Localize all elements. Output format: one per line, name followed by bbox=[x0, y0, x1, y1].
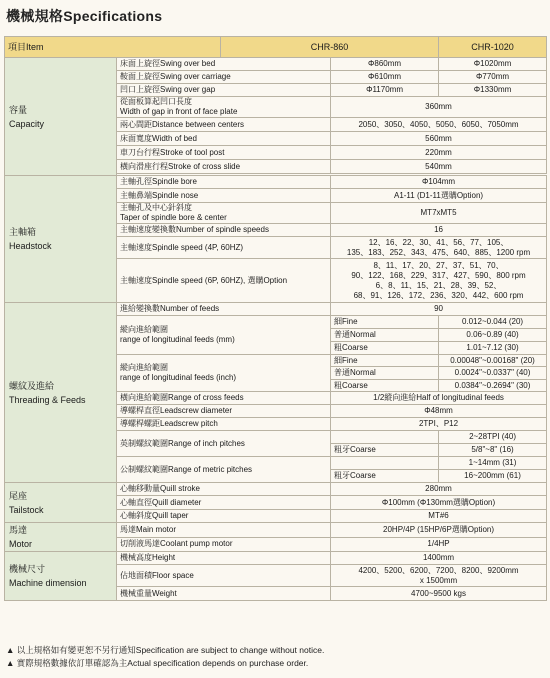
spec-label: 機械重量Weight bbox=[117, 587, 331, 601]
spec-value: 16~200mm (61) bbox=[439, 470, 547, 483]
spec-label: 心軸直徑Quill diameter bbox=[117, 496, 331, 510]
spec-value: Φ770mm bbox=[439, 71, 547, 84]
spec-value: Φ104mm bbox=[331, 176, 547, 189]
footnote: ▲ 以上規格如有變更恕不另行通知Specification are subject to change without notice. bbox=[6, 645, 325, 655]
spec-label: 導螺桿螺距Leadscrew pitch bbox=[117, 418, 331, 431]
spec-value: 220mm bbox=[331, 146, 547, 160]
spec-value: 8、11、17、20、27、37、51、70、 90、122、168、229、317、427、590、800 rpm 6、8、11、15、21、28、39、52、 68、91、126、172、236、320、442、600 rpm bbox=[331, 259, 547, 303]
table-header bbox=[5, 37, 547, 58]
spec-value: Φ100mm (Φ130mm選購Option) bbox=[331, 496, 547, 510]
spec-value: 540mm bbox=[331, 160, 547, 174]
spec-value: 20HP/4P (15HP/6P選購Option) bbox=[331, 523, 547, 538]
spec-label: 心軸斜度Quill taper bbox=[117, 510, 331, 523]
category-tailstock: 尾座 Tailstock bbox=[5, 483, 117, 523]
spec-value: 4700~9500 kgs bbox=[331, 587, 547, 601]
sub-label: 粗牙Coarse bbox=[331, 444, 439, 457]
spec-label: 床面寬度Width of bed bbox=[117, 132, 331, 146]
spec-label: 縱向進給範圍 range of longitudinal feeds (inch) bbox=[117, 355, 331, 392]
spec-label: 英制螺紋範圍Range of inch pitches bbox=[117, 431, 331, 457]
spec-value: 0.00048"~0.00168" (20) bbox=[439, 355, 547, 367]
spec-value: 1/2縱向進給Half of longitudinal feeds bbox=[331, 392, 547, 405]
spec-label: 凹口上旋徑Swing over gap bbox=[117, 84, 331, 97]
spec-value: 1.01~7.12 (30) bbox=[439, 342, 547, 355]
spec-label: 佔地面積Floor space bbox=[117, 565, 331, 587]
sub-label: 普通Normal bbox=[331, 329, 439, 342]
page-title: 機械規格Specifications bbox=[6, 8, 163, 24]
sub-label: 粗牙Coarse bbox=[331, 470, 439, 483]
spec-value: 0.06~0.89 (40) bbox=[439, 329, 547, 342]
spec-label: 車刀台行程Stroke of tool post bbox=[117, 146, 331, 160]
spec-label: 主軸鼻端Spindle nose bbox=[117, 189, 331, 203]
spec-value: 0.0024"~0.0337" (40) bbox=[439, 367, 547, 380]
sub-label-empty bbox=[331, 457, 439, 470]
spec-label: 從面板算起凹口長度 Width of gap in front of face plate bbox=[117, 97, 331, 118]
spec-label: 橫向進給範圍Range of cross feeds bbox=[117, 392, 331, 405]
spec-value: 280mm bbox=[331, 483, 547, 496]
spec-label: 主軸速度變換數Number of spindle speeds bbox=[117, 224, 331, 237]
spec-value: 90 bbox=[331, 303, 547, 316]
spec-label: 導螺桿直徑Leadscrew diameter bbox=[117, 405, 331, 418]
category-dimension: 機械尺寸 Machine dimension bbox=[5, 552, 117, 601]
spec-label: 心軸移動量Quill stroke bbox=[117, 483, 331, 496]
spec-value: Φ1170mm bbox=[331, 84, 439, 97]
category-motor: 馬達 Motor bbox=[5, 523, 117, 552]
sub-label: 粗Coarse bbox=[331, 380, 439, 392]
footnote: ▲ 實際規格數據依訂單確認為主Actual specification depends on purchase order. bbox=[6, 658, 309, 668]
header-item: 項目Item bbox=[5, 37, 221, 58]
spec-label: 縱向進給範圍 range of longitudinal feeds (mm) bbox=[117, 316, 331, 355]
sub-label: 粗Coarse bbox=[331, 342, 439, 355]
header-model-chr860: CHR-860 bbox=[221, 37, 439, 58]
spec-value: 16 bbox=[331, 224, 547, 237]
spec-label: 主軸速度Spindle speed (6P, 60HZ), 選購Option bbox=[117, 259, 331, 303]
spec-value: MT#6 bbox=[331, 510, 547, 523]
spec-label: 主軸孔徑Spindle bore bbox=[117, 176, 331, 189]
spec-value: Φ860mm bbox=[331, 58, 439, 71]
sub-label: 細Fine bbox=[331, 355, 439, 367]
spec-label: 進給變換數Number of feeds bbox=[117, 303, 331, 316]
spec-label: 橫向滑座行程Stroke of cross slide bbox=[117, 160, 331, 174]
category-capacity: 容量 Capacity bbox=[5, 58, 117, 176]
sub-label-empty bbox=[331, 431, 439, 444]
spec-value: 5/8"~8" (16) bbox=[439, 444, 547, 457]
spec-label: 主軸孔及中心針斜度 Taper of spindle bore & center bbox=[117, 203, 331, 224]
spec-value: A1-11 (D1-11選購Option) bbox=[331, 189, 547, 203]
spec-value: 2~28TPI (40) bbox=[439, 431, 547, 444]
spec-value: 360mm bbox=[331, 97, 547, 118]
spec-table bbox=[4, 36, 547, 601]
header-model-chr1020: CHR-1020 bbox=[439, 37, 547, 58]
spec-label: 兩心間距Distance between centers bbox=[117, 118, 331, 132]
spec-value: MT7xMT5 bbox=[331, 203, 547, 224]
spec-value: 0.012~0.044 (20) bbox=[439, 316, 547, 329]
sub-label: 普通Normal bbox=[331, 367, 439, 380]
category-headstock: 主軸箱 Headstock bbox=[5, 176, 117, 303]
spec-label: 公制螺紋範圍Range of metric pitches bbox=[117, 457, 331, 483]
category-threading: 螺紋及進給 Threading & Feeds bbox=[5, 303, 117, 483]
sub-label: 細Fine bbox=[331, 316, 439, 329]
spec-value: 560mm bbox=[331, 132, 547, 146]
spec-value: 2050、3050、4050、5050、6050、7050mm bbox=[331, 118, 547, 132]
spec-value: 1400mm bbox=[331, 552, 547, 565]
spec-label: 鞍面上旋徑Swing over carriage bbox=[117, 71, 331, 84]
spec-value: Φ1020mm bbox=[439, 58, 547, 71]
spec-value: 12、16、22、30、41、56、77、105、 135、183、252、343、475、640、885、1200 rpm bbox=[331, 237, 547, 259]
spec-value: 4200、5200、6200、7200、8200、9200mm x 1500mm bbox=[331, 565, 547, 587]
spec-value: Φ610mm bbox=[331, 71, 439, 84]
spec-value: Φ48mm bbox=[331, 405, 547, 418]
spec-label: 床面上旋徑Swing over bed bbox=[117, 58, 331, 71]
footnotes bbox=[6, 644, 324, 670]
spec-value: 0.0384"~0.2694" (30) bbox=[439, 380, 547, 392]
spec-value: 1/4HP bbox=[331, 537, 547, 552]
spec-label: 馬達Main motor bbox=[117, 523, 331, 538]
spec-value: 2TPI、P12 bbox=[331, 418, 547, 431]
spec-label: 主軸速度Spindle speed (4P, 60HZ) bbox=[117, 237, 331, 259]
spec-label: 機械高度Height bbox=[117, 552, 331, 565]
spec-value: Φ1330mm bbox=[439, 84, 547, 97]
spec-value: 1~14mm (31) bbox=[439, 457, 547, 470]
spec-label: 切削液馬達Coolant pump motor bbox=[117, 537, 331, 552]
